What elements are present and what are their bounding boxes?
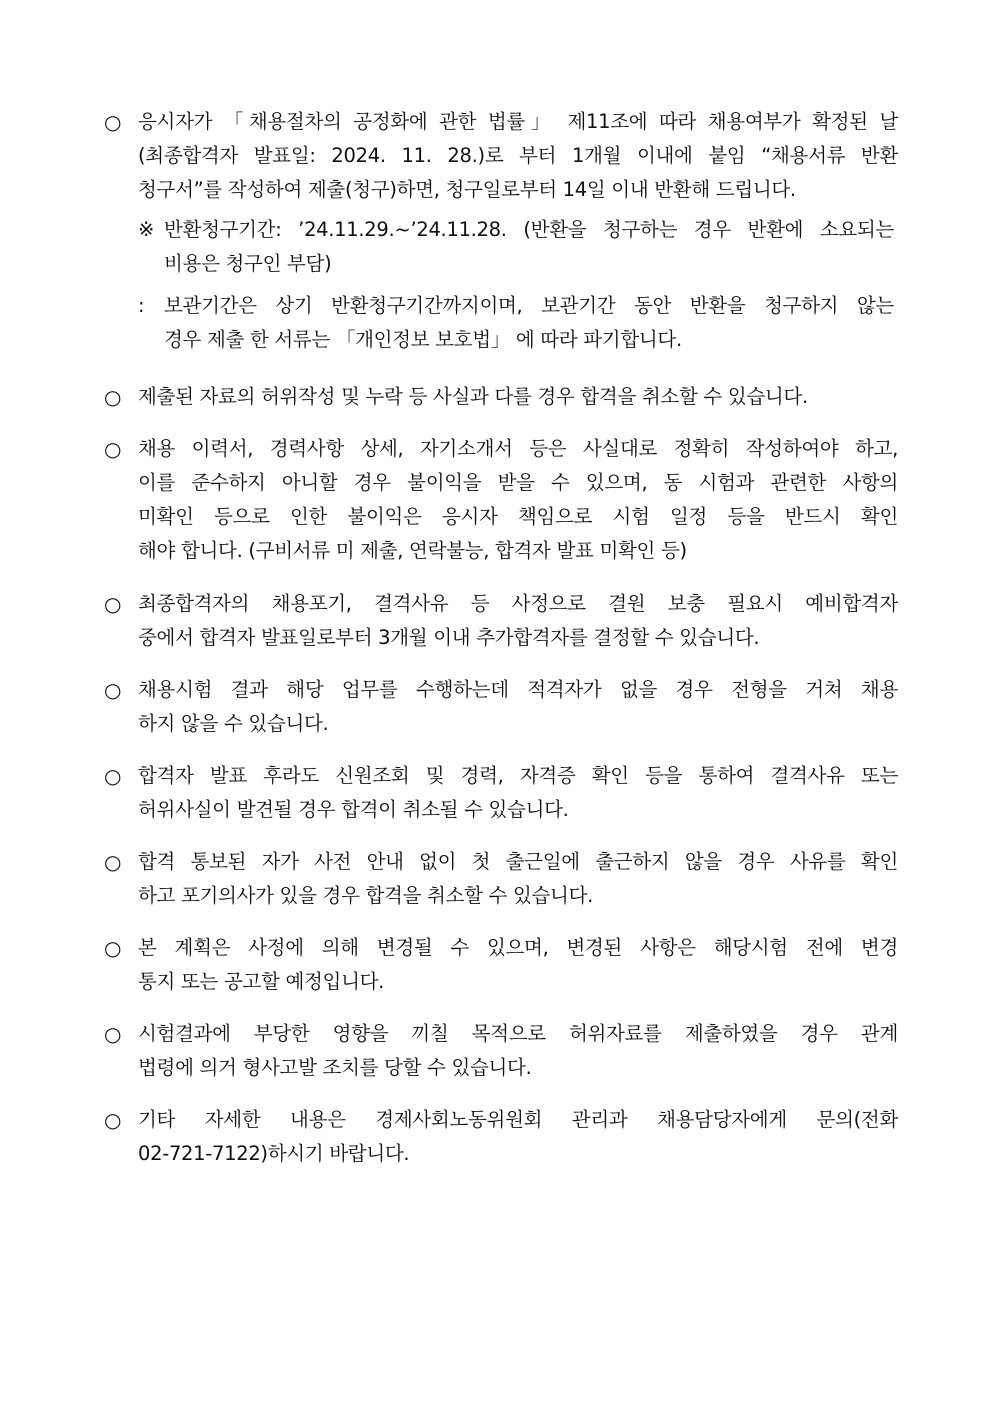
item-text-line: 시험결과에 부당한 영향을 끼칠 목적으로 허위자료를 제출하였을 경우 관계: [138, 1022, 898, 1045]
item-text-line: 법령에 의거 형사고발 조치를 당할 수 있습니다.: [138, 1056, 532, 1079]
reference-mark: ※: [138, 218, 155, 241]
note-text-line: 경우 제출 한 서류는 「개인정보 보호법」 에 따라 파기합니다.: [164, 328, 682, 351]
note-text-line: 비용은 청구인 부담): [164, 252, 332, 275]
item-text-line: 02-721-7122)하시기 바랍니다.: [138, 1142, 410, 1165]
note-text-line: 반환청구기간: ’24.11.29.~’24.11.28. (반환을 청구하는 경우 반환에 소요되는: [164, 218, 894, 241]
item-text-line: 본 계획은 사정에 의해 변경될 수 있으며, 변경된 사항은 해당시험 전에 변경: [138, 936, 898, 959]
item-text-line: 통지 또는 공고할 예정입니다.: [138, 970, 385, 993]
item-text-line: (최종합격자 발표일: 2024. 11. 28.)로 부터 1개월 이내에 붙임 “채용서류 반환: [138, 144, 898, 167]
item-text-line: 채용 이력서, 경력사항 상세, 자기소개서 등은 사실대로 정확히 작성하여야 하고,: [138, 437, 898, 460]
item-text-line: 합격 통보된 자가 사전 안내 없이 첫 출근일에 출근하지 않을 경우 사유를 확인: [138, 850, 898, 873]
item-text-line: 최종합격자의 채용포기, 결격사유 등 사정으로 결원 보충 필요시 예비합격자: [138, 592, 898, 615]
item-text-line: 허위사실이 발견될 경우 합격이 취소될 수 있습니다.: [138, 798, 569, 821]
item-text-line: 이를 준수하지 아니할 경우 불이익을 받을 수 있으며, 동 시험과 관련한 사항의: [138, 471, 898, 494]
item-text-line: 기타 자세한 내용은 경제사회노동위원회 관리과 채용담당자에게 문의(전화: [138, 1108, 898, 1131]
item-text-line: 하지 않을 수 있습니다.: [138, 712, 329, 735]
item-text-line: 응시자가 「채용절차의 공정화에 관한 법률」 제11조에 따라 채용여부가 확정된 날: [138, 110, 898, 133]
bullet-circle: ○: [104, 1022, 122, 1046]
bullet-circle: ○: [104, 1108, 122, 1132]
item-text-line: 미확인 등으로 인한 불이익은 응시자 책임으로 시험 일정 등을 반드시 확인: [138, 505, 898, 528]
bullet-circle: ○: [104, 678, 122, 702]
item-text-line: 채용시험 결과 해당 업무를 수행하는데 적격자가 없을 경우 전형을 거쳐 채용: [138, 678, 898, 701]
item-text-line: 해야 합니다. (구비서류 미 제출, 연락불능, 합격자 발표 미확인 등): [138, 539, 687, 562]
bullet-circle: ○: [104, 764, 122, 788]
bullet-circle: ○: [104, 850, 122, 874]
bullet-circle: ○: [104, 592, 122, 616]
bullet-circle: ○: [104, 110, 122, 134]
bullet-circle: ○: [104, 385, 122, 409]
bullet-circle: ○: [104, 437, 122, 461]
item-text-line: 하고 포기의사가 있을 경우 합격을 취소할 수 있습니다.: [138, 884, 594, 907]
item-text-line: 청구서”를 작성하여 제출(청구)하면, 청구일로부터 14일 이내 반환해 드립니다.: [138, 178, 796, 201]
item-text-line: 중에서 합격자 발표일로부터 3개월 이내 추가합격자를 결정할 수 있습니다.: [138, 626, 760, 649]
item-text-line: 제출된 자료의 허위작성 및 누락 등 사실과 다를 경우 합격을 취소할 수 있습니다.: [138, 385, 808, 408]
note-text-line: 보관기간은 상기 반환청구기간까지이며, 보관기간 동안 반환을 청구하지 않는: [164, 294, 894, 317]
bullet-circle: ○: [104, 936, 122, 960]
item-text-line: 합격자 발표 후라도 신원조회 및 경력, 자격증 확인 등을 통하여 결격사유 또는: [138, 764, 898, 787]
colon-mark: :: [138, 294, 145, 317]
